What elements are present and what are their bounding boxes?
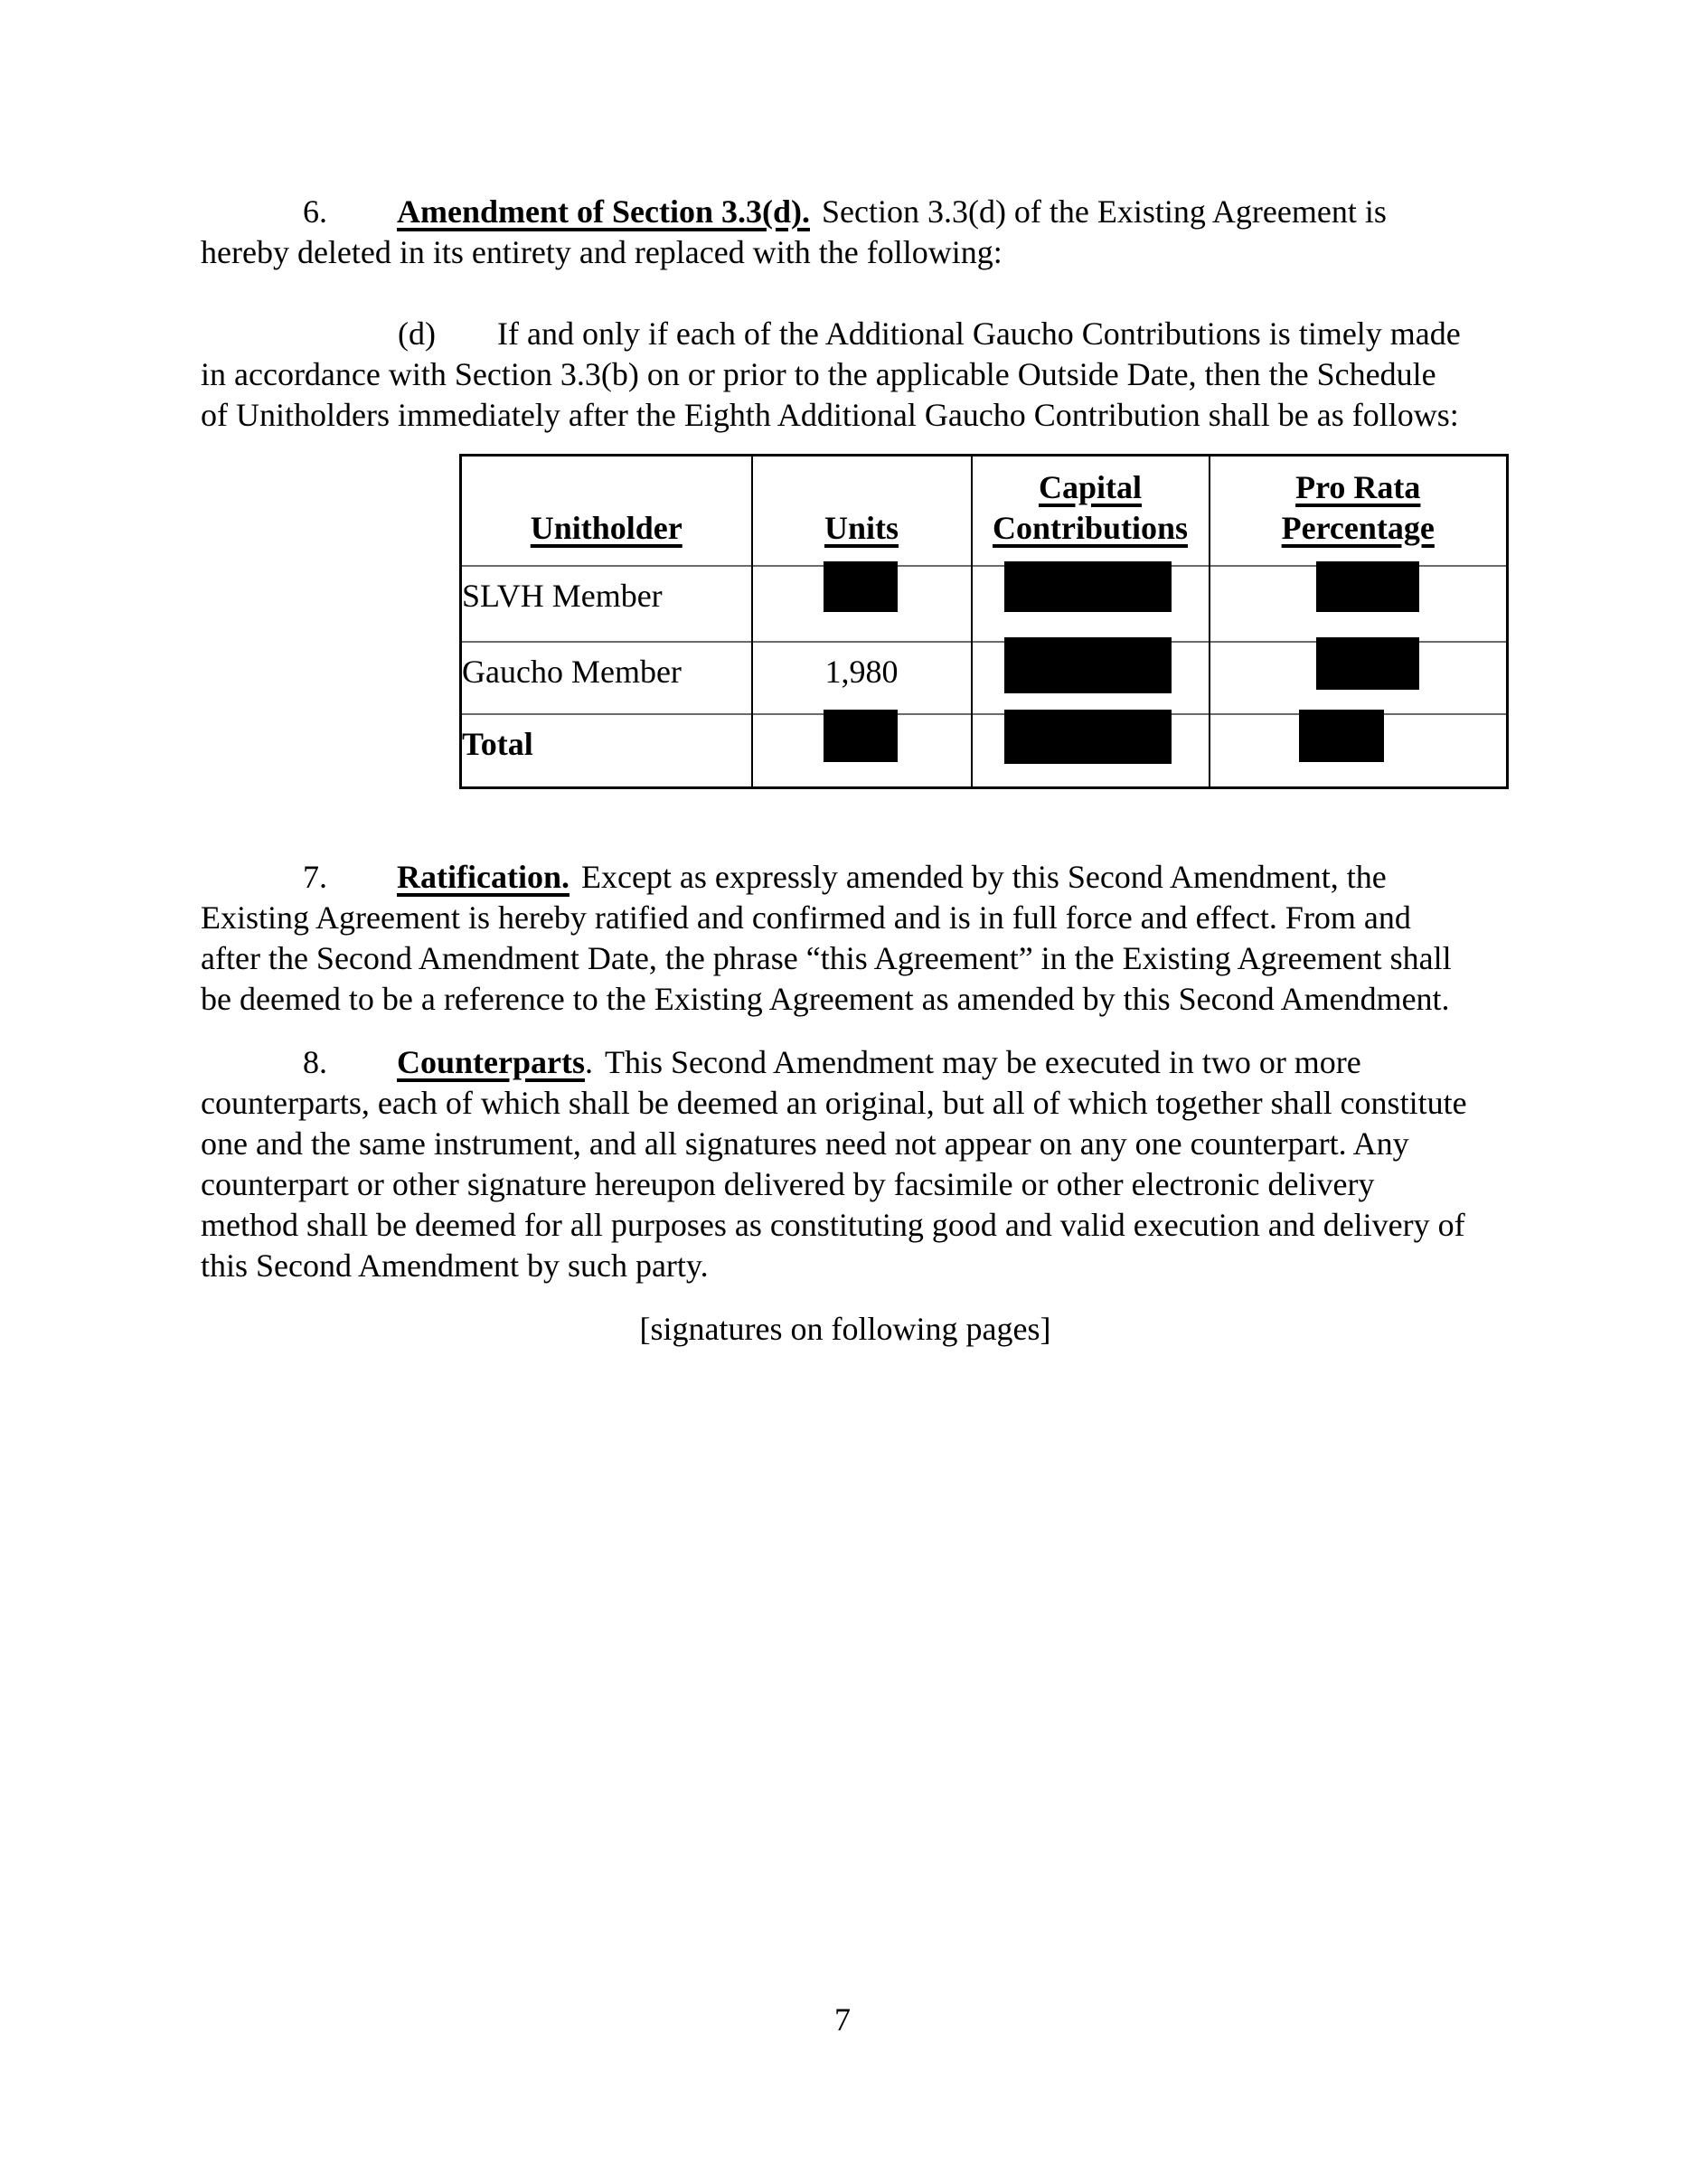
column-header-units: Units	[752, 456, 972, 566]
redacted-value	[1316, 637, 1419, 690]
redacted-value	[1316, 561, 1419, 612]
redacted-value	[824, 561, 898, 612]
section-7-text: Except as expressly amended by this Second Amendment, the Existing Agreement is hereby ratified and confirmed and is in full force and effect. From and after the Second Amendment Date, the phrase “this Agreement” in the Existing Agreement shall be deemed to be a reference to the Existing Agreement as amended by this Second Amendment.	[201, 859, 1452, 1017]
section-6-number: 6.	[303, 193, 327, 230]
document-body	[201, 192, 1561, 1350]
units-value: 1,980	[752, 642, 972, 714]
unitholder-name: SLVH Member	[461, 566, 752, 642]
column-header-pro-rata-percentage: Pro Rata Percentage	[1210, 456, 1508, 566]
section-6-text: Section 3.3(d) of the Existing Agreement is hereby deleted in its entirety and replaced with the following:	[201, 193, 1387, 270]
redacted-value	[1004, 710, 1172, 764]
unitholder-name: Gaucho Member	[461, 642, 752, 714]
capital-contributions-value	[972, 566, 1210, 642]
signature-note: [signatures on following pages]	[639, 1311, 1051, 1347]
section-7-paragraph	[201, 857, 1561, 1020]
section-6-heading: Amendment of Section 3.3(d).	[397, 193, 810, 230]
section-8-paragraph	[201, 1042, 1561, 1286]
redacted-value	[1004, 637, 1172, 693]
paragraph-d-text: If and only if each of the Additional Gaucho Contributions is timely made in accordance with Section 3.3(b) on or prior to the applicable Outside Date, then the Schedule of Unitholders immediately after the Eighth Additional Gaucho Contribution shall be as follows:	[201, 315, 1461, 433]
pro-rata-percentage-value	[1210, 566, 1508, 642]
capital-contributions-value	[972, 642, 1210, 714]
units-value	[752, 714, 972, 788]
redacted-value	[1299, 710, 1384, 762]
paragraph-d	[201, 314, 1561, 436]
section-6-paragraph	[201, 192, 1561, 273]
units-value	[752, 566, 972, 642]
section-8-heading-period: .	[584, 1044, 593, 1080]
pro-rata-percentage-value	[1210, 714, 1508, 788]
pro-rata-percentage-value	[1210, 642, 1508, 714]
section-8-number: 8.	[303, 1044, 327, 1080]
redacted-value	[824, 710, 898, 762]
capital-contributions-value	[972, 714, 1210, 788]
column-header-unitholder: Unitholder	[461, 456, 752, 566]
section-8-heading: Counterparts	[397, 1044, 585, 1080]
unitholders-table	[459, 454, 1509, 789]
section-8-text: This Second Amendment may be executed in two or more counterparts, each of which shall be deemed an original, but all of which together shall constitute one and the same instrument, and all signatures need not appear on any one counterpart. Any counterpart or other signature hereupon delivered by facsimile or other electronic delivery method shall be deemed for all purposes as constituting good and valid execution and delivery of this Second Amendment by such party.	[201, 1044, 1467, 1284]
table-row-total	[461, 714, 1508, 788]
paragraph-d-label: (d)	[398, 315, 436, 352]
section-7-number: 7.	[303, 859, 327, 895]
table-row-gaucho-member	[461, 642, 1508, 714]
unitholder-name: Total	[461, 714, 752, 788]
unitholders-table-header	[461, 456, 1508, 566]
section-7-heading: Ratification.	[397, 859, 570, 895]
column-header-capital-contributions: Capital Contributions	[972, 456, 1210, 566]
table-row-slvh-member	[461, 566, 1508, 642]
page-number: 7	[834, 2001, 851, 2038]
redacted-value	[1004, 561, 1172, 612]
